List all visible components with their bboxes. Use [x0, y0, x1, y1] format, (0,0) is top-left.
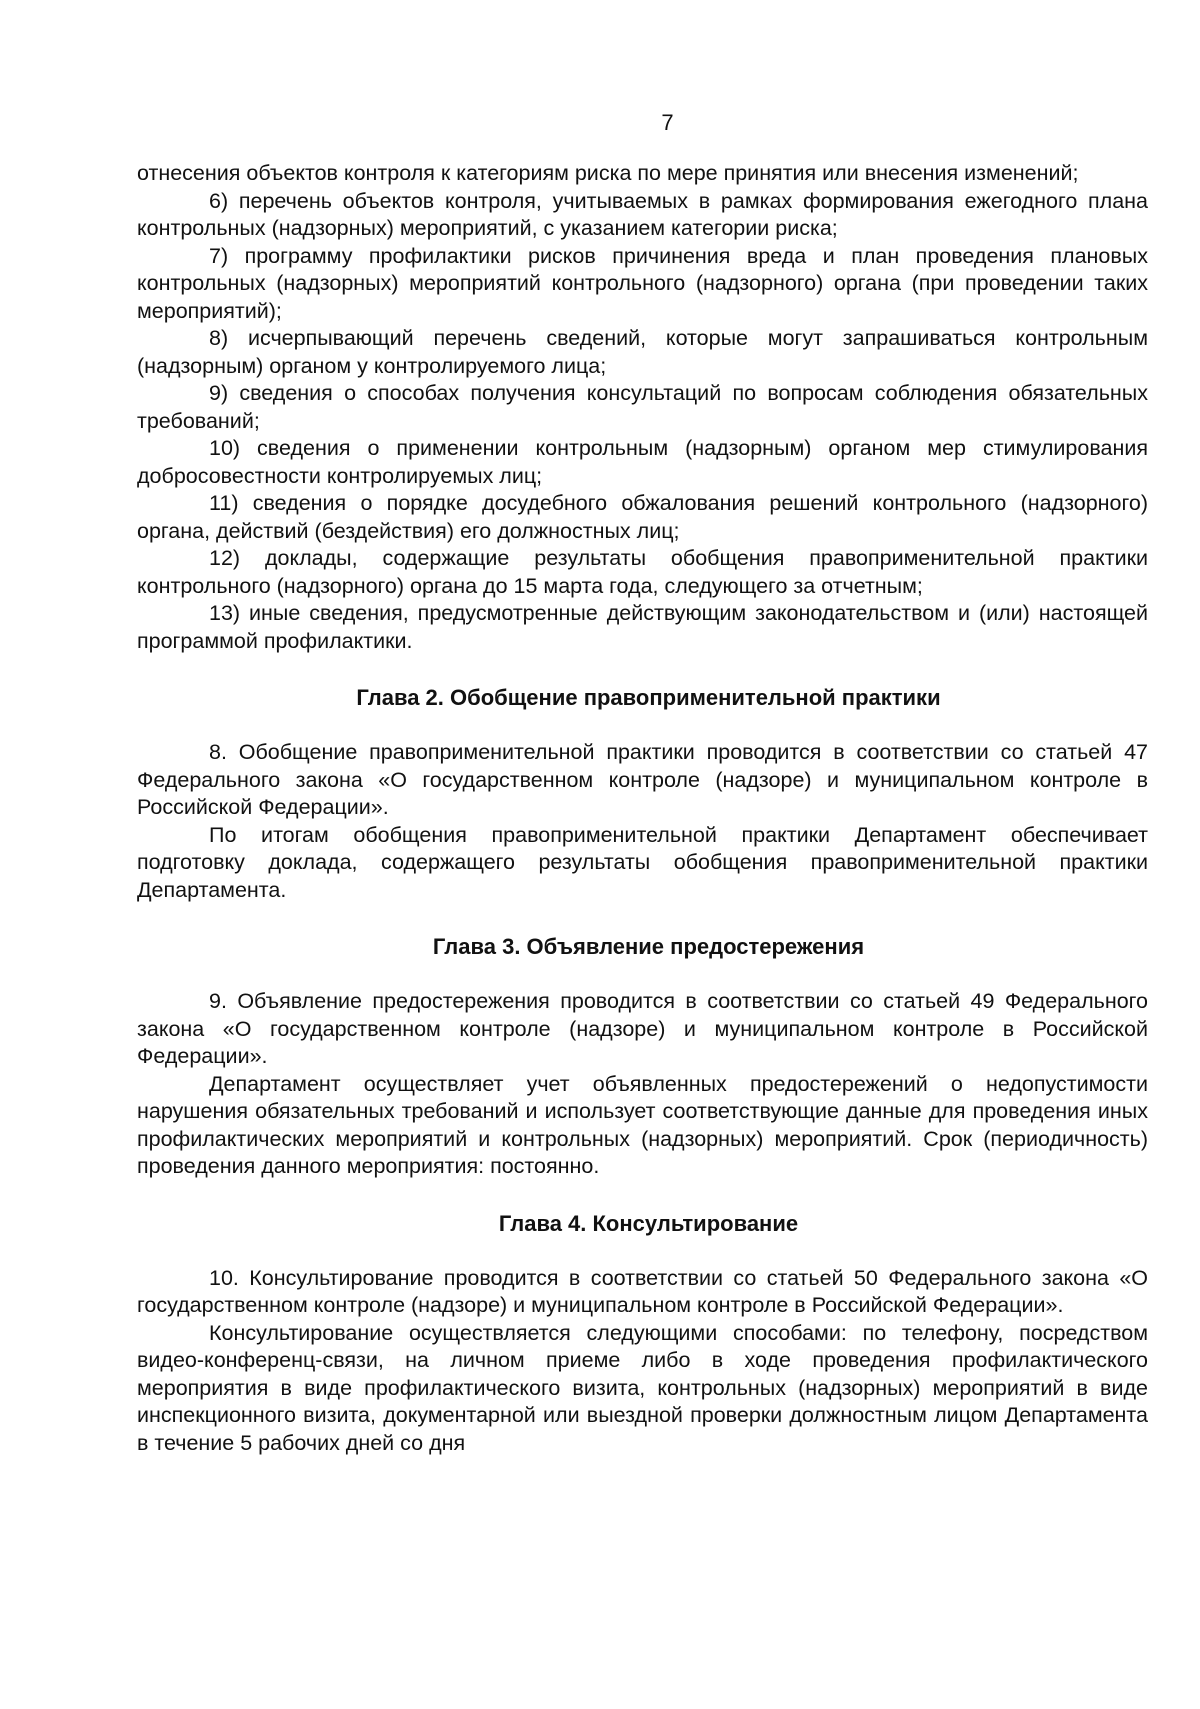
- list-item-11: 11) сведения о порядке досудебного обжалования решений контрольного (надзорного) органа, действий (бездействия) его должностных лиц;: [137, 491, 1148, 543]
- paragraph: 8. Обобщение правоприменительной практики проводится в соответствии со статьей 47 Федерального закона «О государственном контроле (надзоре) и муниципальном контроле в Российской Федерации».: [137, 740, 1148, 819]
- list-item-13: 13) иные сведения, предусмотренные действующим законодательством и (или) настоящей программой профилактики.: [137, 601, 1148, 653]
- list-item-12: 12) доклады, содержащие результаты обобщения правоприменительной практики контрольного (надзорного) органа до 15 марта года, следующего за отчетным;: [137, 546, 1148, 598]
- section-chapter-4: [137, 1209, 1148, 1458]
- list-item-9: 9) сведения о способах получения консультаций по вопросам соблюдения обязательных требований;: [137, 381, 1148, 433]
- chapter-heading: Глава 3. Объявление предостережения: [432, 934, 865, 959]
- paragraph: отнесения объектов контроля к категориям риска по мере принятия или внесения изменений;: [137, 161, 1079, 185]
- paragraph: По итогам обобщения правоприменительной практики Департамент обеспечивает подготовку доклада, содержащего результаты обобщения правоприменительной практики Департамента.: [137, 822, 1148, 902]
- page-number: 7: [661, 110, 674, 135]
- list-item-10: 10) сведения о применении контрольным (надзорным) органом мер стимулирования добросовестности контролируемых лиц;: [137, 436, 1148, 488]
- paragraph: 9. Объявление предостережения проводится в соответствии со статьей 49 Федерального закона «О государственном контроле (надзоре) и муниципальном контроле в Российской Федерации».: [137, 989, 1148, 1068]
- chapter-heading: Глава 4. Консультирование: [498, 1210, 799, 1236]
- paragraph: Департамент осуществляет учет объявленных предостережений о недопустимости нарушения обязательных требований и использует соответствующие данные для проведения иных профилактических мероприятий и контрольных (надзорных) мероприятий. Срок (периодичность) проведения данного мероприятия: постоянно.: [137, 1071, 1148, 1178]
- paragraph: Консультирование осуществляется следующими способами: по телефону, посредством видео-конференц-связи, на личном приеме либо в ходе проведения профилактического мероприятия в виде профилактического визита, контрольных (надзорных) мероприятий в виде инспекционного визита, документарной или выездной проверки должностным лицом Департамента в течение 5 рабочих дней со дня: [137, 1320, 1148, 1455]
- list-item-8: 8) исчерпывающий перечень сведений, которые могут запрашиваться контрольным (надзорным) органом у контролируемого лица;: [137, 326, 1148, 378]
- section-chapter-3: [137, 932, 1148, 1181]
- section-chapter-2: [137, 683, 1148, 904]
- section-top-list: [137, 160, 1148, 655]
- list-item-7: 7) программу профилактики рисков причинения вреда и план проведения плановых контрольных (надзорных) мероприятий контрольного (надзорного) органа (при проведении таких мероприятий);: [137, 243, 1148, 323]
- chapter-heading: Глава 2. Обобщение правоприменительной практики: [356, 685, 941, 710]
- list-item-6: 6) перечень объектов контроля, учитываемых в рамках формирования ежегодного плана контрольных (надзорных) мероприятий, с указанием категории риска;: [137, 188, 1148, 240]
- paragraph: 10. Консультирование проводится в соответствии со статьей 50 Федерального закона «О государственном контроле (надзоре) и муниципальном контроле в Российской Федерации».: [137, 1265, 1148, 1317]
